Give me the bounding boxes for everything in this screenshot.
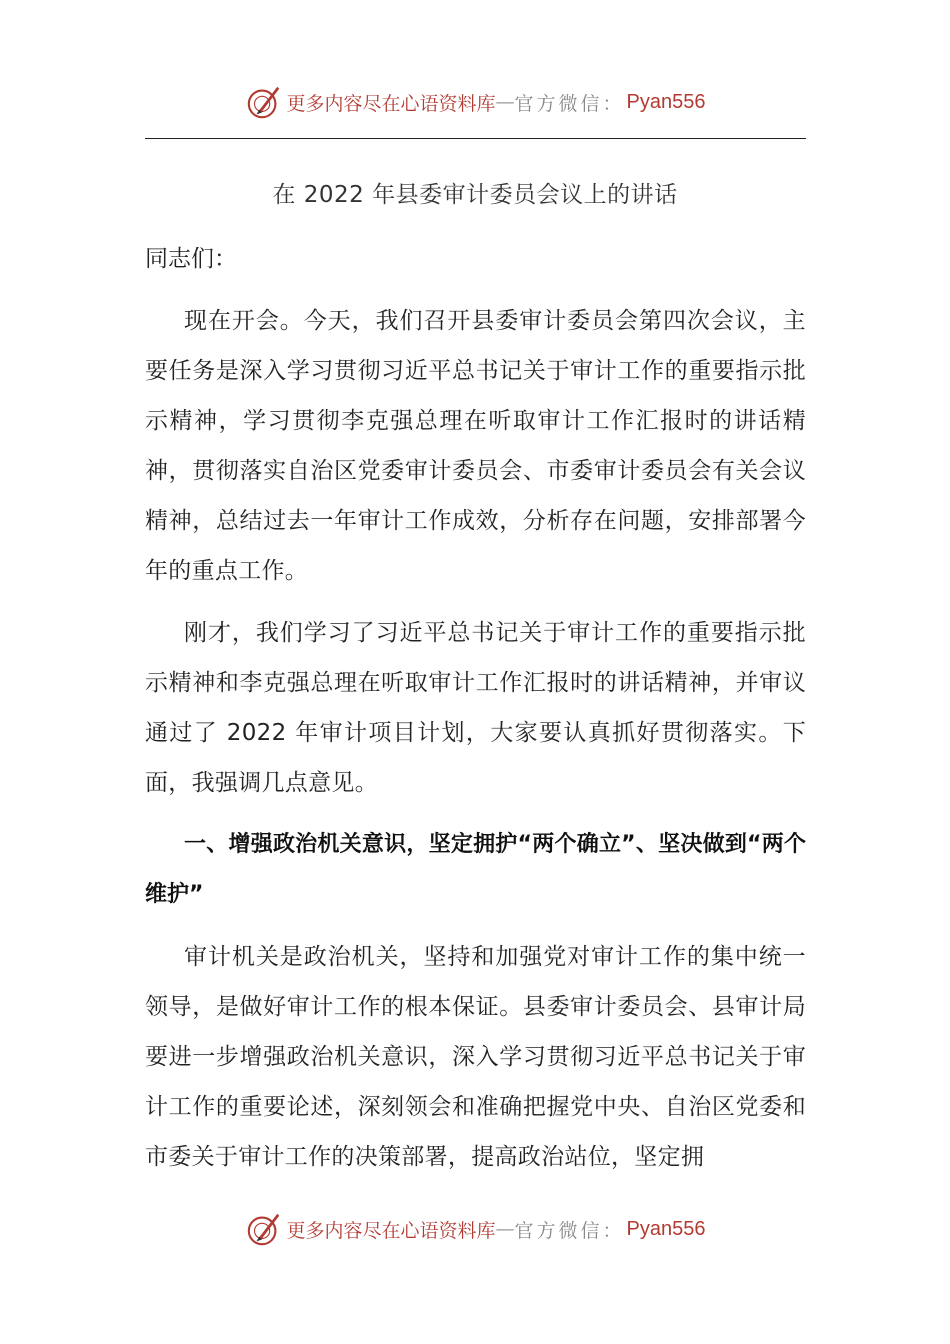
- banner-wechat-label: 官方微信：: [514, 92, 625, 115]
- banner-wechat-label: 官方微信：: [514, 1219, 625, 1242]
- salutation: 同志们：: [145, 246, 237, 272]
- quill-logo-icon: [245, 83, 283, 121]
- banner-slogan: 更多内容尽在心语资料库: [286, 92, 496, 115]
- banner-slogan: 更多内容尽在心语资料库: [286, 1219, 496, 1242]
- banner-wechat-id: Pyan556: [626, 1217, 706, 1240]
- quill-logo-icon: [245, 1210, 283, 1248]
- paragraph-1: 现在开会。今天，我们召开县委审计委员会第四次会议，主要任务是深入学习贯彻习近平总书记关于审计工作的重要指示批示精神，学习贯彻李克强总理在听取审计工作汇报时的讲话精神，贯彻落实自治区党委审计委员会、市委审计委员会有关会议精神，总结过去一年审计工作成效，分析存在问题，安排部署今年的重点工作。: [145, 308, 806, 584]
- banner-wechat-id: Pyan556: [626, 90, 706, 113]
- paragraph-2: 刚才，我们学习了习近平总书记关于审计工作的重要指示批示精神和李克强总理在听取审计工作汇报时的讲话精神，并审议通过了 2022 年审计项目计划，大家要认真抓好贯彻落实。下面，我强调几点意见。: [145, 620, 806, 796]
- header-banner: [0, 82, 950, 122]
- footer-banner: [0, 1209, 950, 1249]
- paragraph-3: 审计机关是政治机关，坚持和加强党对审计工作的集中统一领导，是做好审计工作的根本保证。县委审计委员会、县审计局要进一步增强政治机关意识，深入学习贯彻习近平总书记关于审计工作的重要论述，深刻领会和准确把握党中央、自治区党委和市委关于审计工作的决策部署，提高政治站位，坚定拥: [145, 944, 806, 1170]
- banner-dash: —: [495, 1218, 515, 1240]
- section-heading-1: 一、增强政治机关意识，坚定拥护“两个确立”、坚决做到“两个维护”: [145, 832, 806, 907]
- document-title: 在 2022 年县委审计委员会议上的讲话: [272, 182, 678, 208]
- header-divider: [145, 138, 806, 139]
- document-body: [145, 234, 806, 1194]
- banner-dash: —: [495, 91, 515, 113]
